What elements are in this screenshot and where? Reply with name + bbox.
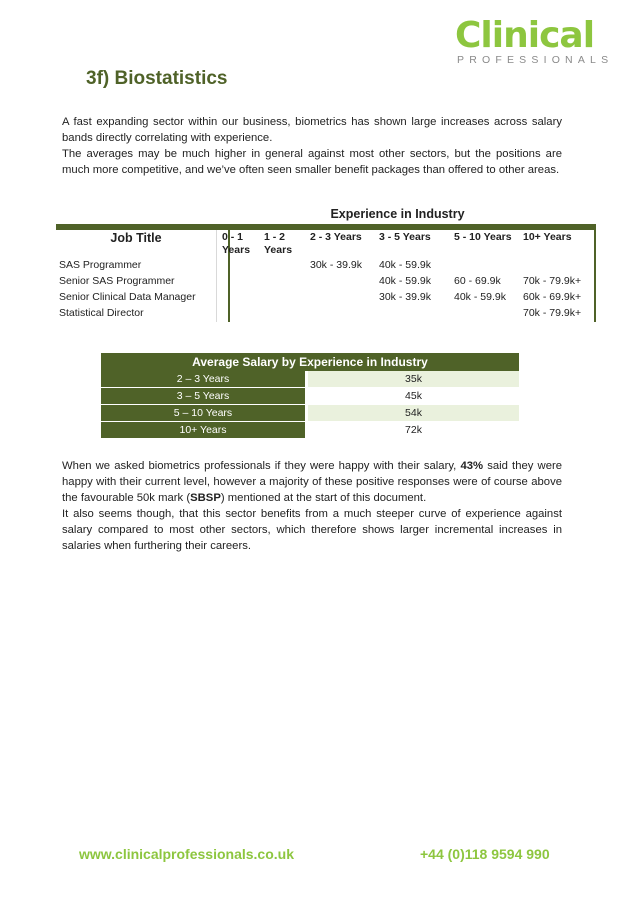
- average-salary-table: [101, 353, 519, 439]
- table-row: [56, 273, 596, 289]
- salary-cell: 30k - 39.9k: [310, 259, 362, 271]
- intro-paragraph-1: A fast expanding sector within our business, biometrics has shown large increases across salary bands directly correlating with experience.: [62, 116, 562, 144]
- header-0-1-years: [222, 231, 250, 257]
- header-0-1-line2: Years: [222, 244, 251, 256]
- experience-table: [56, 230, 596, 321]
- section-title: 3f) Biostatistics: [86, 68, 228, 89]
- header-5-10-years: 5 - 10 Years: [454, 231, 512, 243]
- experience-label: 10+ Years: [101, 422, 305, 438]
- average-salary-value: 54k: [308, 405, 519, 421]
- logo-wordmark: Clinical: [455, 15, 595, 56]
- salary-cell: 40k - 59.9k: [379, 259, 431, 271]
- average-salary-value: 35k: [308, 371, 519, 387]
- footer-website-link[interactable]: www.clinicalprofessionals.co.uk: [79, 846, 294, 862]
- header-3-5-years: 3 - 5 Years: [379, 231, 431, 243]
- salary-cell: 60 - 69.9k: [454, 275, 501, 287]
- closing-text: ) mentioned at the start of this document.: [220, 492, 427, 504]
- table-row: [56, 257, 596, 273]
- intro-paragraph-2: The averages may be much higher in general against most other sectors, but the positions are much more competitive, and we’ve often seen smaller benefit packages than offered to other areas.: [62, 148, 562, 176]
- happy-percentage: 43%: [460, 460, 484, 472]
- header-1-2-line1: 1 - 2: [264, 231, 286, 243]
- experience-label: 2 – 3 Years: [101, 371, 305, 387]
- job-title-cell: Senior SAS Programmer: [59, 275, 175, 287]
- header-1-2-years: [264, 231, 292, 257]
- table-row: [56, 305, 596, 321]
- job-title-cell: SAS Programmer: [59, 259, 142, 271]
- footer-phone-number: +44 (0)118 9594 990: [420, 846, 550, 862]
- closing-paragraph-2: It also seems though, that this sector benefits from a much steeper curve of experience against salary compared to most other sectors, which therefore shows larger incremental increases in salaries when furthering their careers.: [62, 508, 562, 552]
- experience-table-title: Experience in Industry: [330, 207, 465, 221]
- table-row: [101, 388, 519, 405]
- average-salary-table-title: Average Salary by Experience in Industry: [101, 353, 519, 371]
- table-row: [101, 422, 519, 439]
- salary-cell: 30k - 39.9k: [379, 291, 431, 303]
- header-10-plus-years: 10+ Years: [523, 231, 572, 243]
- salary-cell: 40k - 59.9k: [379, 275, 431, 287]
- closing-text: said they were happy with their current level, however a majority of these positive responses were of course above the favourable 50k mark (: [62, 460, 563, 504]
- job-title-cell: Senior Clinical Data Manager: [59, 291, 196, 303]
- table-row: [101, 371, 519, 388]
- table-row: [56, 289, 596, 305]
- salary-cell: 70k - 79.9k+: [523, 307, 582, 319]
- average-salary-value: 45k: [308, 388, 519, 404]
- salary-cell: 40k - 59.9k: [454, 291, 506, 303]
- experience-label: 3 – 5 Years: [101, 388, 305, 404]
- sbsp-abbreviation: SBSP: [190, 492, 221, 504]
- table-row: [101, 405, 519, 422]
- header-job-title: Job Title: [110, 231, 162, 245]
- closing-text: When we asked biometrics professionals if they were happy with their salary,: [62, 460, 457, 472]
- job-title-cell: Statistical Director: [59, 307, 144, 319]
- company-logo: [455, 16, 615, 68]
- header-0-1-line1: 0 - 1: [222, 231, 244, 243]
- header-2-3-years: 2 - 3 Years: [310, 231, 362, 243]
- average-salary-value: 72k: [308, 422, 519, 438]
- header-1-2-line2: Years: [264, 244, 293, 256]
- salary-cell: 70k - 79.9k+: [523, 275, 582, 287]
- salary-cell: 60k - 69.9k+: [523, 291, 582, 303]
- closing-paragraph-1: [62, 458, 562, 506]
- experience-label: 5 – 10 Years: [101, 405, 305, 421]
- logo-subtitle: PROFESSIONALS: [457, 54, 614, 66]
- experience-table-header-row: [56, 230, 596, 257]
